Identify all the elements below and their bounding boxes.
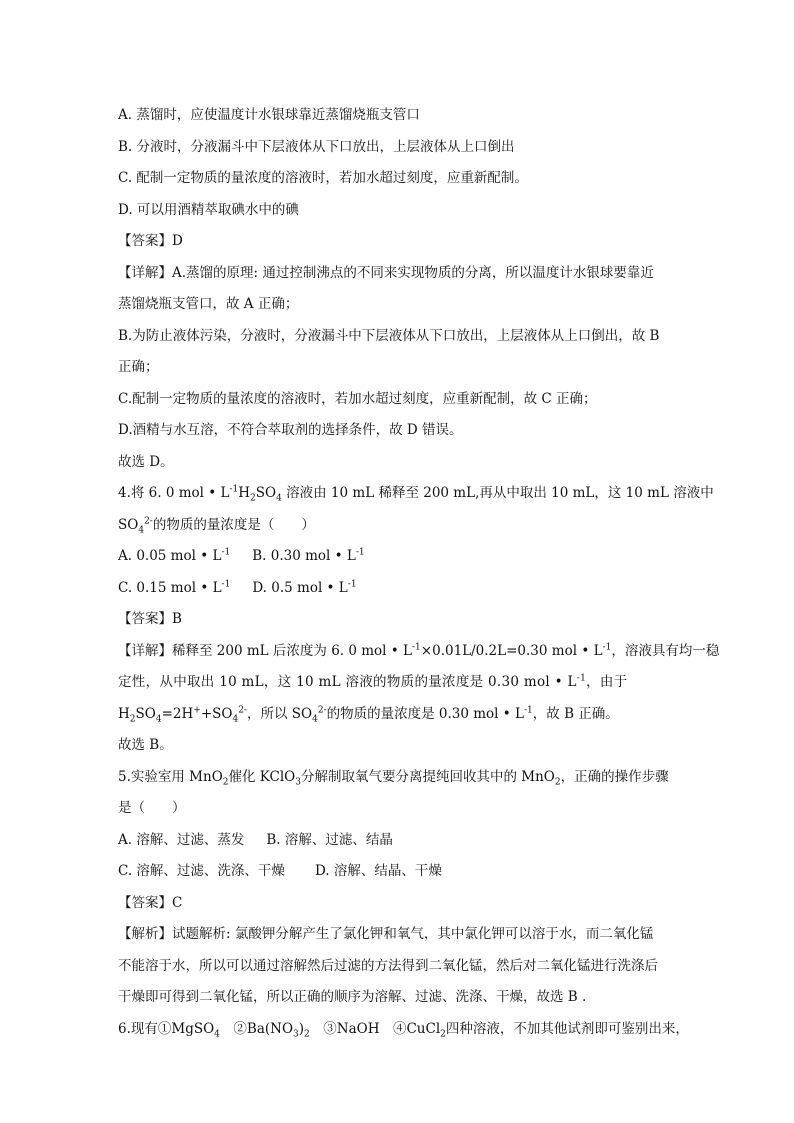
q4-sub: 4: [276, 493, 282, 504]
q4-formula-h: H: [238, 485, 251, 501]
q4-exp-text: 定性，从中取出 10 mL，这 10 mL 溶液的物质的量浓度是 0.30 mol • L: [118, 674, 577, 690]
q4-sup: -1: [347, 579, 357, 589]
explanation-q4-line2: [118, 667, 678, 699]
option-d: D. 可以用酒精萃取碘水中的碘: [118, 201, 299, 218]
question-5-options-row1: [118, 825, 678, 857]
q6-sub: 3: [293, 1029, 299, 1040]
q4-sub: 2: [250, 493, 256, 504]
conclusion-q3: 故选 D。: [118, 453, 174, 470]
q4-formula-so: SO: [255, 485, 277, 501]
q4-option-d: D. 0.5 mol • L: [252, 579, 348, 596]
q4-sup: -1: [355, 547, 365, 558]
q6-stem-text: ): [298, 1020, 305, 1037]
q4-formula-so: SO: [118, 516, 139, 533]
q5-option-d: D. 溶解、结晶、干燥: [314, 863, 442, 879]
answer-q5: 【答案】C: [118, 894, 183, 911]
q4-stem-text: 溶液由 10 mL 稀释至 200 mL,再从中取出 10 mL，这 10 mL 溶液中: [281, 485, 714, 501]
explanation-q3-line3: B.为防止液体污染，分液时，分液漏斗中下层液体从下口放出，上层液体从上口倒出，故 B: [118, 327, 660, 344]
q4-option-c: C. 0.15 mol • L: [118, 579, 222, 596]
q4-formula-so: SO: [135, 705, 156, 722]
q6-stem-text: ②Ba(NO: [219, 1020, 294, 1037]
q5-stem-text: 5.实验室用 MnO: [118, 768, 223, 785]
option-a: A. 蒸馏时，应使温度计水银球靠近蒸馏烧瓶支管口: [118, 107, 420, 123]
explanation-q3-line5: C.配制一定物质的量浓度的溶液时，若加水超过刻度，应重新配制，故 C 正确；: [118, 390, 597, 407]
q4-option-a: A. 0.05 mol • L: [118, 548, 222, 564]
q4-sup: -1: [602, 642, 612, 652]
q6-stem-text: ③NaOH ④CuCl: [309, 1020, 441, 1037]
answer-q4: 【答案】B: [118, 611, 182, 627]
explanation-q3-line6: D.酒精与水互溶，不符合萃取剂的选择条件，故 D 错误。: [118, 422, 463, 438]
q5-sub: 3: [295, 777, 301, 788]
explanation-q3-line2: 蒸馏烧瓶支管口，故 A 正确；: [118, 296, 299, 312]
q5-stem-text: 催化 KClO: [228, 768, 296, 785]
q4-exp-text: ，溶液具有均一稳: [611, 642, 720, 659]
q4-exp-text: ，由于: [586, 674, 628, 690]
q4-stem-text: 的物质的量浓度是（ ）: [152, 516, 315, 533]
question-5-options-row2: [118, 856, 678, 888]
explanation-q4-line3: [118, 699, 678, 731]
question-5-stem-line2: 是（ ）: [118, 800, 186, 816]
question-4-stem-line1: [118, 478, 714, 510]
q5-stem-text: 分解制取氧气要分离提纯回收其中的 MnO: [300, 768, 555, 785]
question-4-stem-line2: [118, 510, 678, 542]
q4-sup: -1: [229, 484, 239, 495]
q5-option-a: A. 溶解、过滤、蒸发: [118, 831, 245, 848]
q4-sub: 4: [312, 714, 318, 725]
q5-option-b: B. 溶解、过滤、结晶: [266, 831, 393, 848]
explanation-q3-line1: 【详解】A.蒸馏的原理: 通过控制沸点的不同来实现物质的分离，所以温度计水银球要靠近: [118, 264, 654, 281]
q4-sup: +: [193, 705, 201, 715]
q6-stem-text: 四种溶液，不加其他试剂即可鉴别出来，: [445, 1020, 689, 1037]
q6-sub: 2: [440, 1029, 446, 1040]
answer-q3: 【答案】D: [118, 233, 183, 249]
q4-exp-text: =2H: [161, 705, 194, 722]
q4-sup: -1: [412, 642, 421, 652]
q4-sup: 2-: [144, 516, 153, 526]
explanation-q5-line2: 不能溶于水，所以可以通过溶解然后过滤的方法得到二氧化锰，然后对二氧化锰进行洗涤后: [118, 957, 658, 974]
q5-sub: 2: [554, 777, 561, 788]
q4-exp-text: ，所以 SO: [246, 705, 313, 722]
option-b: B. 分液时，分液漏斗中下层液体从下口放出，上层液体从上口倒出: [118, 138, 515, 155]
q4-sup: -1: [576, 673, 587, 684]
q6-sub: 2: [304, 1029, 310, 1040]
q4-sup: -1: [524, 705, 533, 715]
q4-exp-text: 【详解】稀释至 200 mL 后浓度为 6. 0 mol • L: [118, 642, 413, 659]
option-c: C. 配制一定物质的量浓度的溶液时，若加水超过刻度，应重新配制。: [118, 170, 528, 186]
q4-exp-text: 的物质的量浓度是 0.30 mol • L: [326, 705, 524, 722]
explanation-q5-line3: 干燥即可得到二氧化锰，所以正确的顺序为溶解、过滤、洗涤、干燥，故选 B .: [118, 989, 587, 1005]
q5-stem-text: ，正确的操作步骤: [560, 768, 669, 785]
q6-sub: 4: [214, 1029, 220, 1040]
question-6-stem: [118, 1014, 689, 1046]
document-page: [118, 100, 720, 1045]
q4-sub: 2: [129, 714, 136, 725]
q4-formula-h: H: [118, 705, 130, 722]
conclusion-q4: 故选 B。: [118, 737, 173, 753]
question-5-stem-line1: [118, 762, 678, 794]
explanation-q4-line1: [118, 636, 720, 668]
q4-sup: 2-: [238, 705, 247, 715]
q4-option-b: B. 0.30 mol • L: [252, 548, 356, 564]
q6-stem-text: 6.现有①MgSO: [118, 1020, 215, 1037]
q4-sup: 2-: [317, 705, 327, 715]
q4-exp-text: ，故 B 正确。: [532, 705, 619, 722]
q4-exp-text: ×0.01L/0.2L=0.30 mol • L: [420, 642, 603, 659]
q4-sub: 4: [232, 714, 239, 725]
question-4-options-row1: [118, 541, 678, 573]
explanation-q3-line4: 正确；: [118, 359, 159, 375]
q4-sup: -1: [221, 579, 231, 589]
q4-sub: 4: [138, 525, 145, 536]
q4-stem-text: 4.将 6. 0 mol • L: [118, 485, 230, 501]
q4-sub: 4: [155, 714, 162, 725]
q4-exp-text: +SO: [200, 705, 233, 722]
q4-sup: -1: [221, 547, 231, 558]
question-4-options-row2: [118, 573, 678, 605]
explanation-q5-line1: 【解析】试题解析: 氯酸钾分解产生了氯化钾和氧气，其中氯化钾可以溶于水，而二氧化锰: [118, 926, 654, 942]
q5-option-c: C. 溶解、过滤、洗涤、干燥: [118, 863, 285, 879]
q5-sub: 2: [222, 777, 229, 788]
